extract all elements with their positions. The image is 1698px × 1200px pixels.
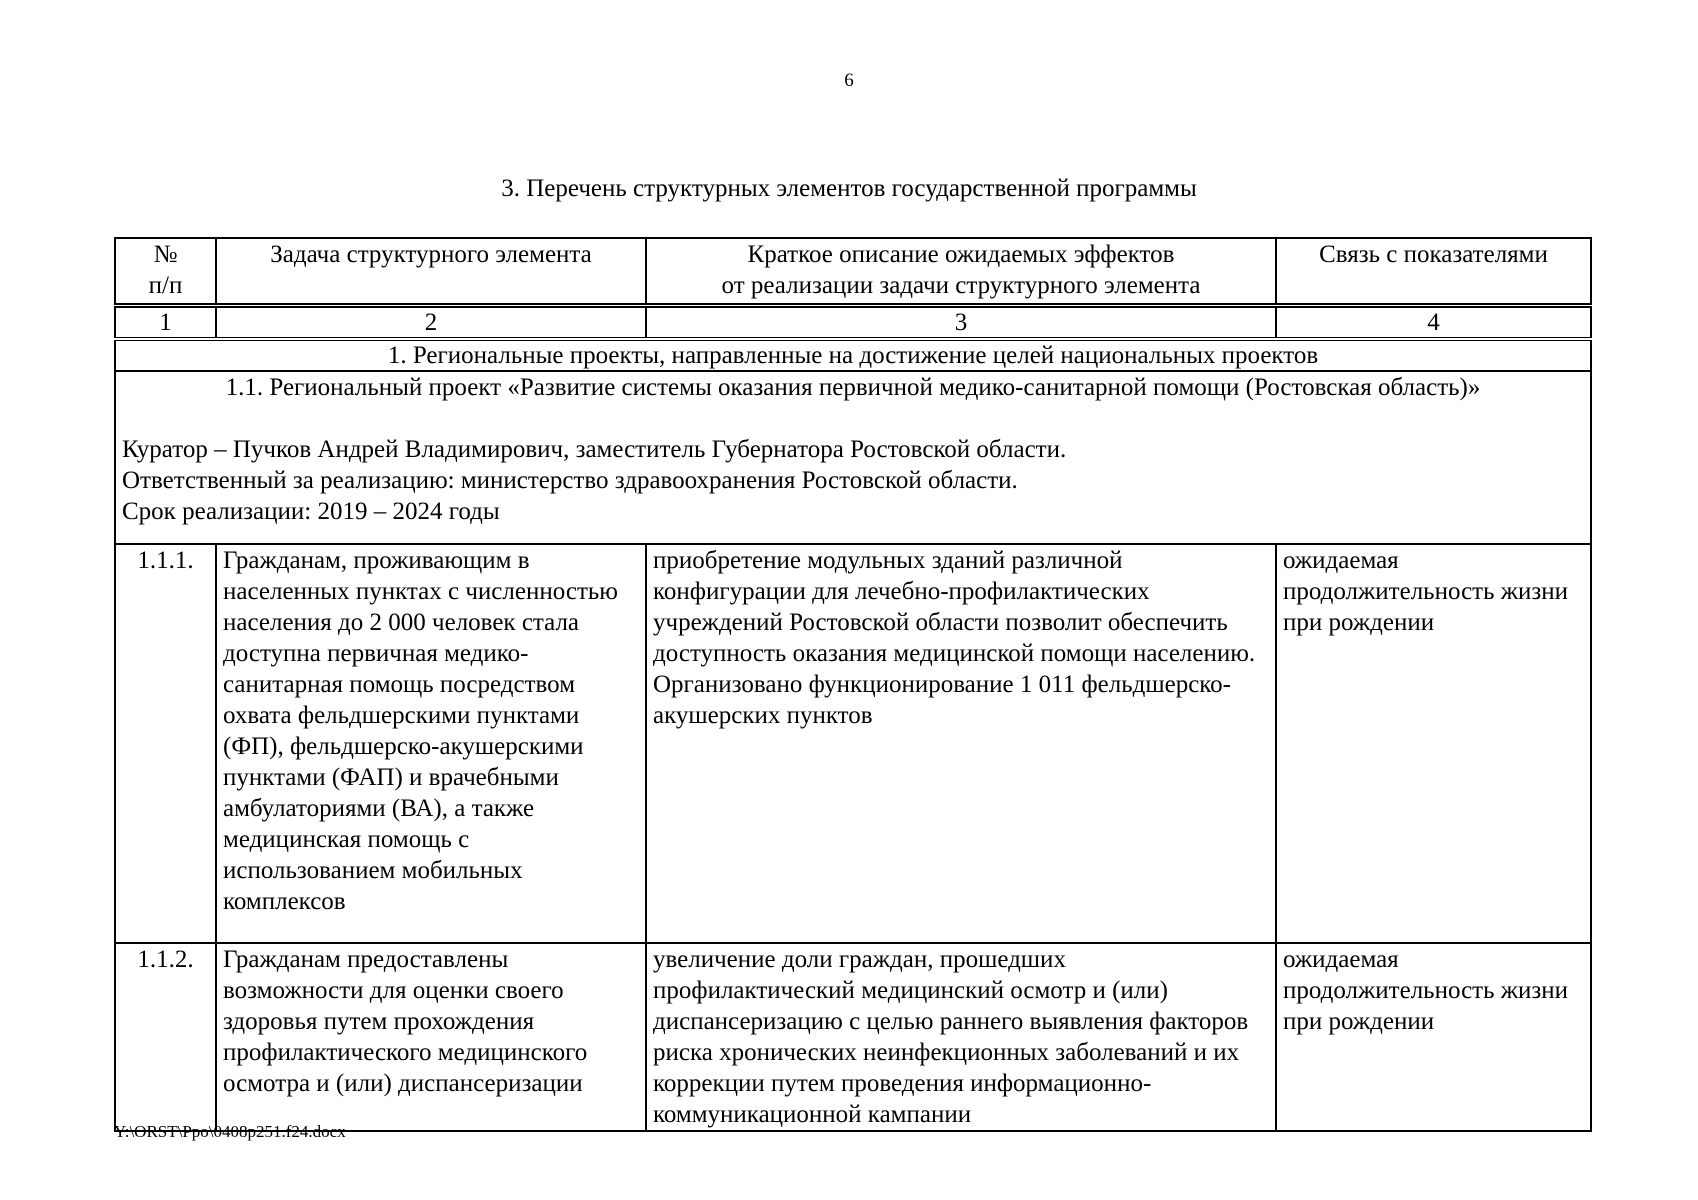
header-effects-line2: от реализации задачи структурного элемента bbox=[721, 272, 1201, 299]
header-task: Задача структурного элемента bbox=[216, 238, 646, 306]
column-number: 2 bbox=[216, 306, 646, 340]
project-term: Срок реализации: 2019 – 2024 годы bbox=[122, 498, 500, 525]
row-effects: увеличение доли граждан, прошедших профилактический медицинский осмотр и (или) диспансеризацию с целью раннего выявления факторов риска хронических неинфекционных заболеваний и их коррекции путем проведения информационно-коммуникационной кампании bbox=[646, 943, 1276, 1131]
row-number: 1.1.1. bbox=[115, 544, 216, 943]
table-row bbox=[115, 943, 1591, 1131]
row-number: 1.1.2. bbox=[115, 943, 216, 1131]
table-row bbox=[115, 544, 1591, 943]
project-responsible: Ответственный за реализацию: министерство здравоохранения Ростовской области. bbox=[122, 467, 1018, 494]
project-curator: Куратор – Пучков Андрей Владимирович, заместитель Губернатора Ростовской области. bbox=[122, 436, 1067, 463]
row-task: Гражданам предоставлены возможности для оценки своего здоровья путем прохождения профилактического медицинского осмотра и (или) диспансеризации bbox=[216, 943, 646, 1131]
row-effects: приобретение модульных зданий различной конфигурации для лечебно-профилактических учреждений Ростовской области позволит обеспечить доступность оказания медицинской помощи населению. Организовано функционирование 1 011 фельдшерско-акушерских пунктов bbox=[646, 544, 1276, 943]
header-link: Связь с показателями bbox=[1276, 238, 1591, 306]
structural-elements-table bbox=[114, 237, 1592, 1132]
header-effects bbox=[646, 238, 1276, 306]
project-name: 1.1. Региональный проект «Развитие системы оказания первичной медико-санитарной помощи (Ростовская область)» bbox=[225, 374, 1481, 401]
column-number: 4 bbox=[1276, 306, 1591, 340]
group-title: 1. Региональные проекты, направленные на достижение целей национальных проектов bbox=[115, 339, 1591, 371]
project-cell bbox=[115, 371, 1591, 544]
page-number: 6 bbox=[844, 70, 854, 91]
section-title: 3. Перечень структурных элементов государственной программы bbox=[501, 175, 1197, 202]
row-link: ожидаемая продолжительность жизни при рождении bbox=[1276, 544, 1591, 943]
row-task: Гражданам, проживающим в населенных пунктах с численностью населения до 2 000 человек стала доступна первичная медико-санитарная помощь посредством охвата фельдшерскими пунктами (ФП), фельдшерско-акушерскими пунктами (ФАП) и врачебными амбулаториями (ВА), а также медицинская помощь с использованием мобильных комплексов bbox=[216, 544, 646, 943]
header-number-line2: п/п bbox=[148, 272, 183, 299]
group-row bbox=[115, 339, 1591, 371]
column-number: 1 bbox=[115, 306, 216, 340]
table-header-row bbox=[115, 238, 1591, 306]
footer-file-path: Y:\ORST\Ppo\0408p251.f24.docx bbox=[114, 1122, 346, 1141]
project-row bbox=[115, 371, 1591, 544]
header-effects-line1: Краткое описание ожидаемых эффектов bbox=[747, 241, 1175, 268]
header-number-line1: № bbox=[153, 241, 178, 268]
project-spacer bbox=[122, 403, 1584, 434]
header-number bbox=[115, 238, 216, 306]
row-link: ожидаемая продолжительность жизни при рождении bbox=[1276, 943, 1591, 1131]
column-number: 3 bbox=[646, 306, 1276, 340]
column-numbers-row bbox=[115, 306, 1591, 340]
